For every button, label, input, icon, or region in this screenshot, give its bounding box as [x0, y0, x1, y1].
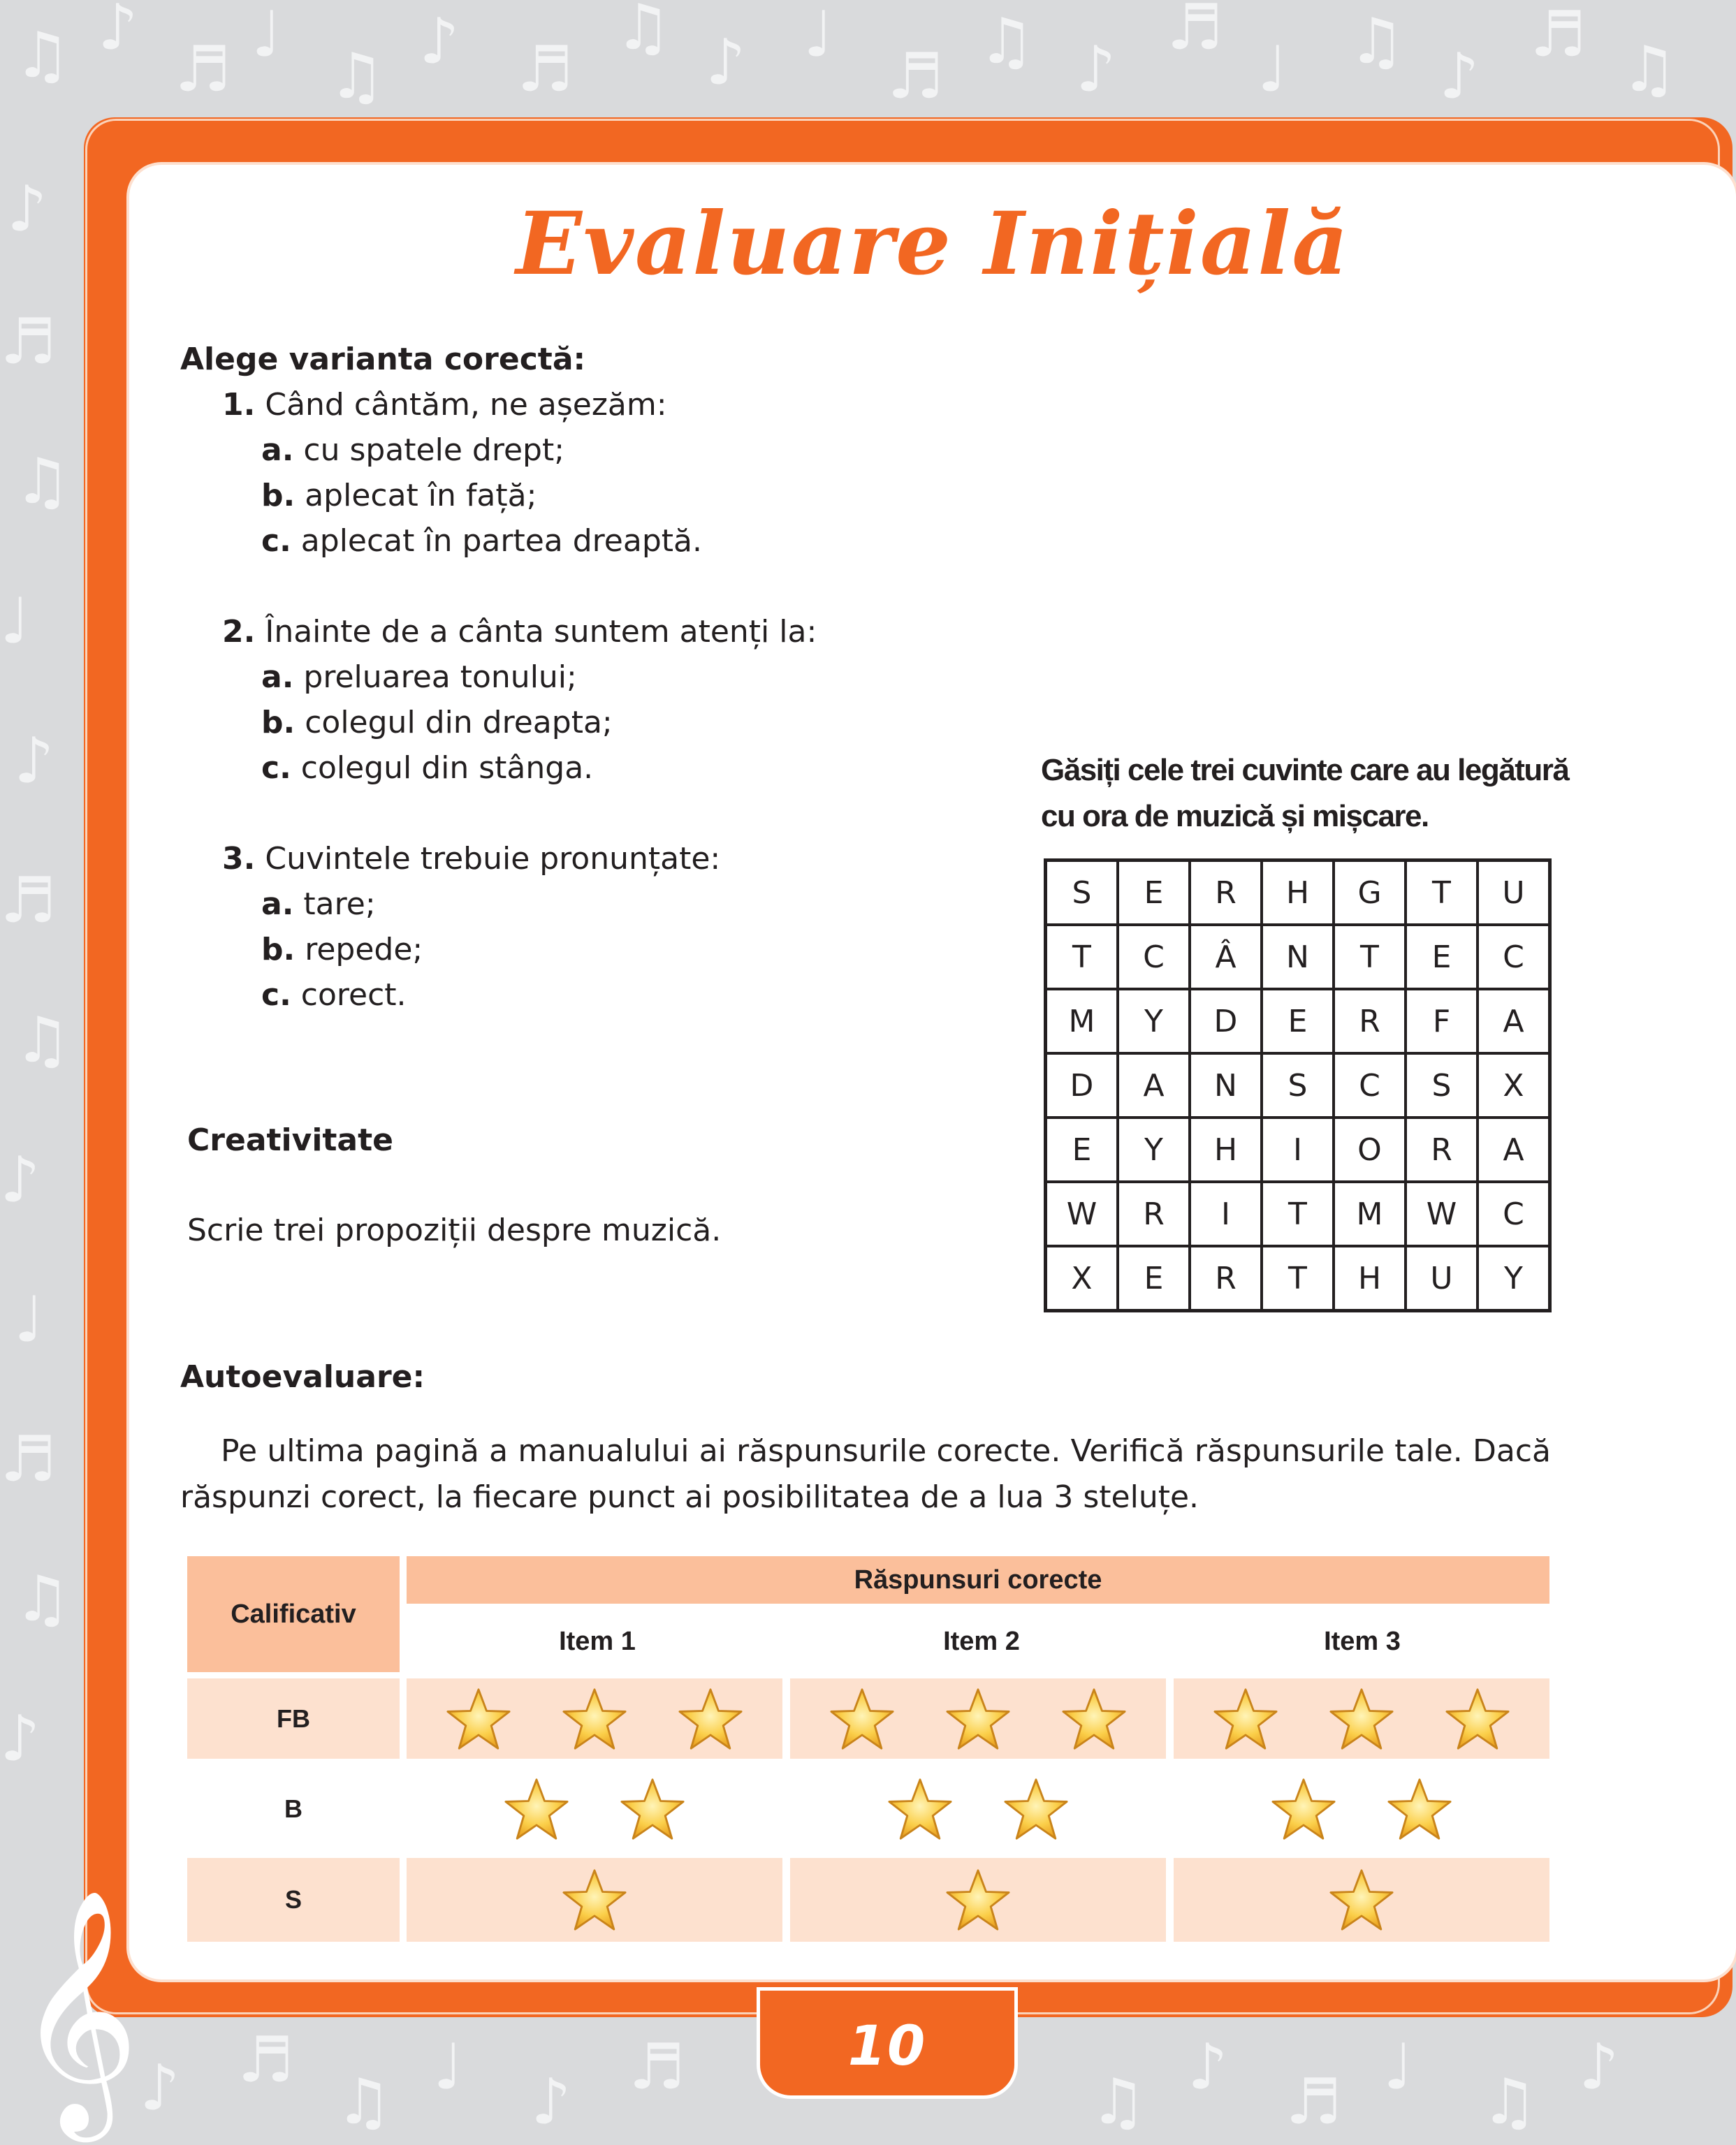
question-number: 3.: [222, 841, 256, 877]
svg-text:♬: ♬: [238, 2023, 294, 2097]
wordsearch-row: [1046, 861, 1550, 925]
wordsearch-cell: T: [1046, 925, 1118, 989]
wordsearch-cell: F: [1406, 989, 1478, 1053]
svg-text:♫: ♫: [14, 1004, 71, 1077]
question-number: 1.: [222, 387, 256, 423]
svg-text:♪: ♪: [706, 26, 746, 99]
star-icon: [1060, 1687, 1128, 1751]
wordsearch-grid: [1044, 858, 1552, 1312]
wordsearch-row: [1046, 1246, 1550, 1311]
svg-text:♬: ♬: [1167, 0, 1223, 64]
stars-b-item-1: [407, 1769, 782, 1849]
svg-text:♬: ♬: [887, 40, 944, 113]
table-header-item-2: Item 2: [943, 1626, 1020, 1656]
svg-text:𝄞: 𝄞: [15, 1887, 140, 2131]
option-3b: b. repede;: [261, 932, 423, 967]
wordsearch-row: [1046, 1182, 1550, 1246]
svg-text:♫: ♫: [14, 1562, 71, 1636]
star-icon: [1386, 1777, 1453, 1841]
svg-text:♬: ♬: [0, 305, 57, 379]
wordsearch-cell: T: [1262, 1246, 1334, 1311]
option-1c: c. aplecat în partea dreaptă.: [261, 523, 702, 559]
star-icon: [503, 1777, 570, 1841]
svg-text:♬: ♬: [629, 2030, 685, 2104]
option-1b: b. aplecat în față;: [261, 478, 537, 513]
wordsearch-row: [1046, 1053, 1550, 1118]
wordsearch-cell: D: [1190, 989, 1262, 1053]
svg-text:♩: ♩: [0, 585, 30, 658]
option-2b: b. colegul din dreapta;: [261, 705, 613, 740]
svg-text:♪: ♪: [140, 2051, 180, 2125]
svg-text:♩: ♩: [1257, 33, 1288, 106]
wordsearch-cell: C: [1478, 1182, 1550, 1246]
svg-text:♪: ♪: [531, 2065, 571, 2139]
stars-fb-item-3: [1174, 1678, 1549, 1759]
wordsearch-cell: M: [1046, 989, 1118, 1053]
question-text: Cuvintele trebuie pronunțate:: [265, 841, 721, 877]
star-icon: [1212, 1687, 1279, 1751]
stars-fb-item-2: [790, 1678, 1166, 1759]
wordsearch-cell: R: [1334, 989, 1406, 1053]
stars-b-item-3: [1174, 1769, 1549, 1849]
wordsearch-cell: H: [1334, 1246, 1406, 1311]
svg-text:♫: ♫: [1348, 5, 1405, 78]
wordsearch-cell: E: [1046, 1118, 1118, 1182]
svg-text:♫: ♫: [14, 19, 71, 92]
question-text: Înainte de a cânta suntem atenți la:: [265, 614, 817, 650]
wordsearch-cell: H: [1190, 1118, 1262, 1182]
wordsearch-cell: M: [1334, 1182, 1406, 1246]
wordsearch-cell: U: [1406, 1246, 1478, 1311]
wordsearch-cell: T: [1406, 861, 1478, 925]
svg-text:♪: ♪: [1439, 40, 1480, 113]
autoevaluare-heading: Autoevaluare:: [180, 1359, 425, 1395]
star-icon: [1328, 1687, 1395, 1751]
svg-text:♫: ♫: [335, 2065, 392, 2139]
option-1a: a. cu spatele drept;: [261, 432, 565, 468]
wordsearch-cell: C: [1334, 1053, 1406, 1118]
wordsearch-cell: E: [1118, 1246, 1190, 1311]
wordsearch-cell: I: [1262, 1118, 1334, 1182]
wordsearch-cell: U: [1478, 861, 1550, 925]
wordsearch-cell: N: [1190, 1053, 1262, 1118]
star-icon: [944, 1687, 1012, 1751]
wordsearch-cell: T: [1262, 1182, 1334, 1246]
stars-s-item-1: [407, 1858, 782, 1942]
stars-fb-item-1: [407, 1678, 782, 1759]
svg-text:♪: ♪: [1076, 33, 1116, 106]
question-text: Când cântăm, ne așezăm:: [265, 387, 667, 423]
stars-b-item-2: [790, 1769, 1166, 1849]
wordsearch-cell: E: [1118, 861, 1190, 925]
star-icon: [1002, 1777, 1070, 1841]
star-icon: [1444, 1687, 1511, 1751]
svg-text:♫: ♫: [328, 40, 385, 113]
row-label-fb: FB: [187, 1678, 400, 1759]
star-icon: [944, 1868, 1012, 1932]
page-title: Evaluare Inițială: [516, 193, 1350, 295]
quiz-heading: Alege varianta corectă:: [180, 342, 586, 377]
wordsearch-title-line: Găsiți cele trei cuvinte care au legătură: [1041, 753, 1569, 787]
wordsearch-cell: S: [1046, 861, 1118, 925]
wordsearch-cell: E: [1406, 925, 1478, 989]
star-icon: [1270, 1777, 1337, 1841]
svg-text:♬: ♬: [175, 33, 231, 106]
wordsearch-cell: O: [1334, 1118, 1406, 1182]
wordsearch-cell: S: [1262, 1053, 1334, 1118]
svg-text:♪: ♪: [419, 5, 460, 78]
svg-text:♪: ♪: [14, 724, 54, 798]
svg-text:♪: ♪: [1188, 2030, 1228, 2104]
svg-text:♬: ♬: [517, 33, 574, 106]
question-2: [222, 610, 817, 654]
star-icon: [561, 1868, 628, 1932]
svg-text:♩: ♩: [1383, 2030, 1413, 2104]
table-header-calificativ: Calificativ: [187, 1556, 400, 1672]
table-header-item-3: Item 3: [1324, 1626, 1401, 1656]
svg-text:♫: ♫: [1621, 33, 1677, 106]
wordsearch-row: [1046, 989, 1550, 1053]
creativity-heading: Creativitate: [187, 1122, 394, 1158]
svg-text:♬: ♬: [0, 864, 57, 937]
svg-text:♫: ♫: [1481, 2065, 1538, 2139]
wordsearch-cell: Y: [1118, 1118, 1190, 1182]
svg-text:♩: ♩: [251, 0, 282, 71]
wordsearch-cell: R: [1406, 1118, 1478, 1182]
wordsearch-title-line: cu ora de muzică și mișcare.: [1041, 799, 1429, 833]
option-3c: c. corect.: [261, 977, 407, 1013]
wordsearch-cell: C: [1478, 925, 1550, 989]
wordsearch-cell: N: [1262, 925, 1334, 989]
wordsearch-cell: A: [1478, 989, 1550, 1053]
stars-s-item-3: [1174, 1858, 1549, 1942]
svg-text:♩: ♩: [803, 0, 833, 71]
row-label-b: B: [284, 1794, 302, 1823]
treble-clef-icon: [15, 1886, 140, 2131]
wordsearch-cell: A: [1478, 1118, 1550, 1182]
option-2a: a. preluarea tonului;: [261, 659, 577, 695]
creativity-prompt: Scrie trei propoziții despre muzică.: [187, 1213, 722, 1248]
question-3: [222, 837, 720, 881]
wordsearch-cell: G: [1334, 861, 1406, 925]
star-icon: [887, 1777, 954, 1841]
svg-text:♪: ♪: [0, 1702, 41, 1776]
table-header-raspunsuri: Răspunsuri corecte: [407, 1556, 1549, 1604]
page-number: 10: [847, 2015, 927, 2078]
svg-text:♫: ♫: [978, 5, 1035, 78]
wordsearch-cell: C: [1118, 925, 1190, 989]
row-label-s: S: [187, 1858, 400, 1942]
wordsearch-cell: Y: [1478, 1246, 1550, 1311]
wordsearch-cell: T: [1334, 925, 1406, 989]
svg-text:♩: ♩: [433, 2030, 463, 2104]
svg-text:♪: ♪: [1579, 2030, 1619, 2104]
wordsearch-row: [1046, 1118, 1550, 1182]
autoevaluare-paragraph: Pe ultima pagină a manualului ai răspunsurile corecte. Verifică răspunsurile tale. Dacă răspunzi corect, la fiecare punct ai posibilitatea de a lua 3 steluțe.: [180, 1433, 1551, 1515]
star-icon: [619, 1777, 686, 1841]
svg-text:♫: ♫: [1090, 2065, 1146, 2139]
wordsearch-cell: X: [1478, 1053, 1550, 1118]
star-icon: [561, 1687, 628, 1751]
wordsearch-title: [1041, 747, 1600, 840]
wordsearch-cell: R: [1118, 1182, 1190, 1246]
svg-text:♪: ♪: [98, 0, 138, 64]
question-1: [222, 383, 667, 427]
table-header-item-1: Item 1: [559, 1626, 636, 1656]
wordsearch-cell: W: [1406, 1182, 1478, 1246]
wordsearch-cell: H: [1262, 861, 1334, 925]
wordsearch-cell: S: [1406, 1053, 1478, 1118]
svg-text:♪: ♪: [7, 173, 48, 246]
star-icon: [677, 1687, 744, 1751]
svg-text:♬: ♬: [1285, 2065, 1342, 2139]
option-3a: a. tare;: [261, 886, 376, 922]
svg-text:♫: ♫: [615, 0, 671, 64]
svg-text:♪: ♪: [0, 1143, 41, 1217]
wordsearch-cell: I: [1190, 1182, 1262, 1246]
star-icon: [445, 1687, 512, 1751]
svg-text:♬: ♬: [0, 1423, 57, 1496]
wordsearch-row: [1046, 925, 1550, 989]
star-icon: [1328, 1868, 1395, 1932]
wordsearch-cell: A: [1118, 1053, 1190, 1118]
stars-s-item-2: [790, 1858, 1166, 1942]
option-2c: c. colegul din stânga.: [261, 750, 594, 786]
wordsearch-cell: D: [1046, 1053, 1118, 1118]
svg-text:♬: ♬: [1530, 0, 1587, 71]
svg-text:♫: ♫: [14, 445, 71, 518]
wordsearch-cell: X: [1046, 1246, 1118, 1311]
question-number: 2.: [222, 614, 256, 650]
wordsearch-cell: W: [1046, 1182, 1118, 1246]
wordsearch-cell: E: [1262, 989, 1334, 1053]
wordsearch-cell: R: [1190, 861, 1262, 925]
star-icon: [829, 1687, 896, 1751]
wordsearch-cell: Y: [1118, 989, 1190, 1053]
wordsearch-cell: R: [1190, 1246, 1262, 1311]
svg-text:♩: ♩: [14, 1283, 44, 1356]
wordsearch-cell: Â: [1190, 925, 1262, 989]
